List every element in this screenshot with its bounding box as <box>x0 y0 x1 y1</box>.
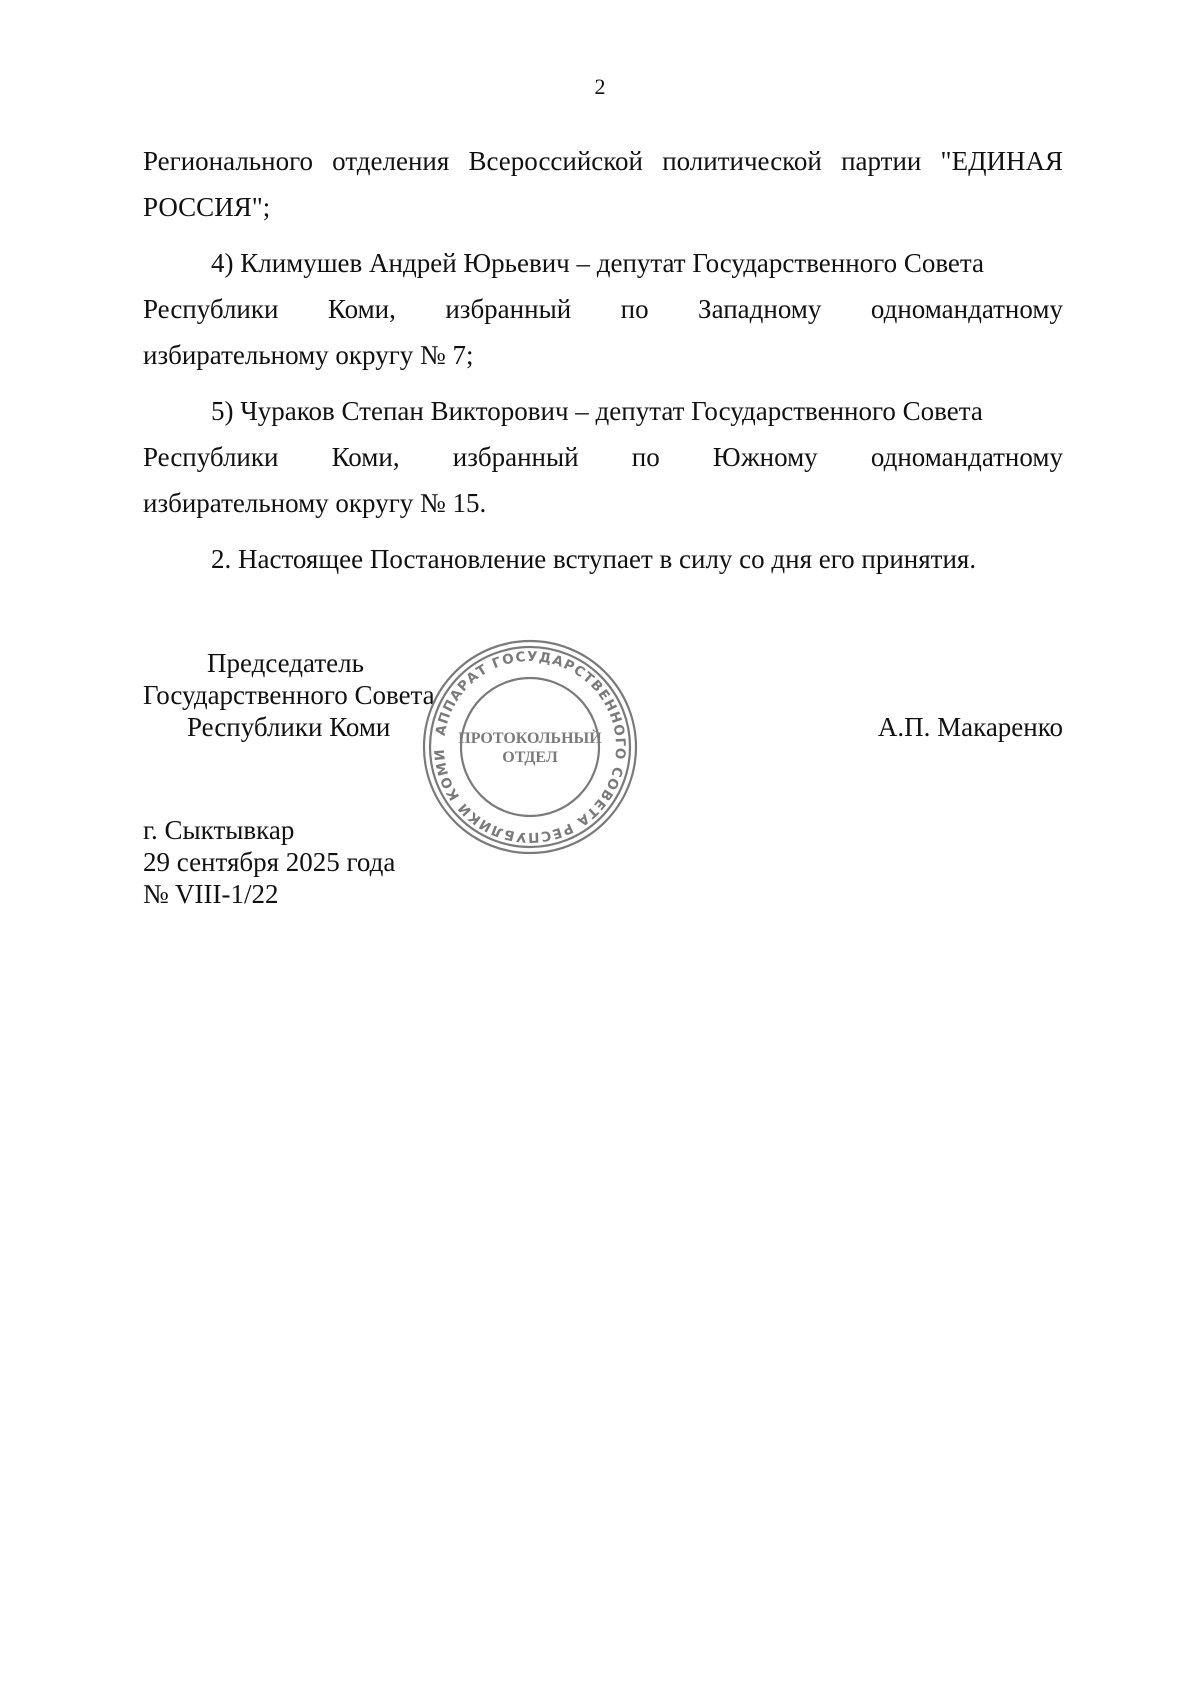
item-5-word: по <box>631 442 660 472</box>
signature-title-line-1: Председатель <box>207 648 364 678</box>
item-5-word: избранный <box>452 442 579 472</box>
item-4-word: Республики <box>143 294 279 324</box>
signature-title <box>143 647 435 743</box>
item-4-line-1: 4) Климушев Андрей Юрьевич – депутат Государственного Совета <box>211 248 985 278</box>
continuation-paragraph: Регионального отделения Всероссийской политической партии "ЕДИНАЯ РОССИЯ"; <box>143 146 1063 222</box>
item-4-line-3: избирательному округу № 7; <box>143 340 474 370</box>
seal-inner-ring-b <box>461 678 599 816</box>
seal-outer-ring <box>424 641 636 853</box>
item-4-word: Коми, <box>327 294 396 324</box>
item-5-word: Южному <box>712 442 818 472</box>
item-5-line-1: 5) Чураков Степан Викторович – депутат Государственного Совета <box>211 396 983 426</box>
item-5-paragraph <box>143 388 1063 526</box>
item-5-word: одномандатному <box>870 442 1063 472</box>
item-4-line-2 <box>143 286 1063 332</box>
item-4-word: Западному <box>698 294 822 324</box>
official-seal <box>419 636 641 858</box>
document-number: № VIII-1/22 <box>143 879 279 909</box>
item-5-word: Республики <box>143 442 279 472</box>
effective-clause-paragraph: 2. Настоящее Постановление вступает в силу со дня его принятия. <box>211 544 977 574</box>
item-4-paragraph <box>143 240 1063 378</box>
page-number: 2 <box>594 74 606 99</box>
seal-center-line-1: ПРОТОКОЛЬНЫЙ <box>458 730 602 747</box>
signatory-name: А.П. Макаренко <box>877 712 1063 742</box>
item-5-word: Коми, <box>331 442 400 472</box>
signature-title-line-3: Республики Коми <box>187 712 391 742</box>
document-date: 29 сентября 2025 года <box>143 847 396 877</box>
item-4-word: избранный <box>445 294 572 324</box>
document-body <box>143 138 1063 592</box>
signature-title-line-2: Государственного Совета <box>143 680 435 710</box>
item-5-line-2 <box>143 434 1063 480</box>
item-4-word: одномандатному <box>870 294 1063 324</box>
item-5-line-3: избирательному округу № 15. <box>143 488 487 518</box>
item-4-word: по <box>620 294 649 324</box>
seal-center-line-2: ОТДЕЛ <box>502 749 558 766</box>
seal-outer-text: АППАРАТ ГОСУДАРСТВЕННОГО СОВЕТА РЕСПУБЛИКИ КОМИ <box>431 648 629 846</box>
document-details <box>143 814 395 910</box>
city: г. Сыктывкар <box>143 815 295 845</box>
